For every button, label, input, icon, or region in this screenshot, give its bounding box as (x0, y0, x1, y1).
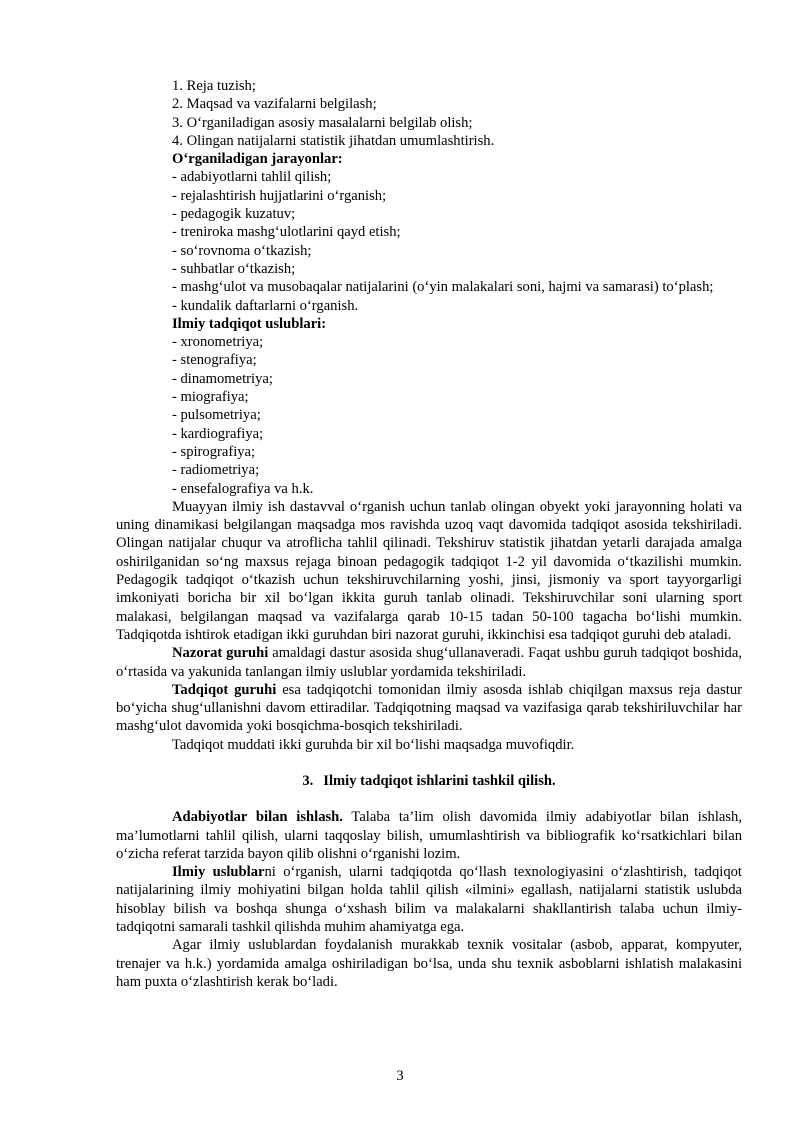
section-heading (116, 772, 742, 790)
literature-text: Talaba ta’lim olish davomida ilmiy adabiyotlar bilan ishlash, ma’lumotlarni tahlil qilish, ularni taqqoslay bilish, umumlashtirish va bibliografik ko‘rsatkichlari bilan o‘zicha referat tarzida bayon qilib olishni o‘rganishi lozim. (116, 809, 742, 862)
plan-step: 1. Reja tuzish; (172, 78, 256, 94)
plan-steps-list (116, 77, 742, 150)
methods-term: Ilmiy uslublar (172, 864, 265, 881)
processes-list (116, 168, 742, 314)
process-item: - suhbatlar o‘tkazish; (172, 260, 296, 277)
paragraph-technical-tools: Agar ilmiy uslublardan foydalanish murakkab texnik vositalar (asbob, apparat, kompyuter, trenajer va h.k.) yordamida amalga oshiriladigan bo‘lsa, unda shu texnik asboblarni ishlatish malakasini ham puxta o‘zlashtirish kerak bo‘ladi. (116, 937, 742, 990)
paragraph-study-design: Muayyan ilmiy ish dastavval o‘rganish uchun tanlab olingan obyekt yoki jarayonning holati va uning dinamikasi belgilangan maqsadga mos ravishda uzoq vaqt davomida tadqiqot asosida tekshiriladi. Olingan natijalar chuqur va atroflicha tahlil qilinadi. Tekshiruv statistik jihatdan yetarli darajada amalga oshirilganidan so‘ng maxsus rejaga binoan pedagogik tadqiqot 1-2 yil davomida o‘tkazilishi mumkin. Pedagogik tadqiqot o‘tkazish uchun tekshiruvchilarning yoshi, jinsi, jismoniy va sport tayyorgarligi imkoniyati boricha bir xil bo‘lgan ikkita guruh tanlab olinadi. Tekshiruvchilar soni ularning sport malakasi, belgilangan maqsad va vazifalarga qarab 10-15 tadan 50-100 tagacha bo‘lishi mumkin. Tadqiqotda ishtirok etadigan ikki guruhdan biri nazorat guruhi, ikkinchisi esa tadqiqot guruhi deb ataladi. (116, 498, 742, 643)
paragraph-methods (116, 863, 742, 936)
plan-step: 3. O‘rganiladigan asosiy masalalarni belgilab olish; (172, 114, 473, 131)
method-item: - pulsometriya; (172, 407, 261, 424)
process-item: - pedagogik kuzatuv; (172, 206, 296, 223)
method-item: - dinamometriya; (172, 370, 273, 387)
plan-step: 4. Olingan natijalarni statistik jihatdan umumlashtirish. (172, 132, 495, 149)
plan-step: 2. Maqsad va vazifalarni belgilash; (172, 96, 377, 113)
control-group-term: Nazorat guruhi (172, 645, 269, 662)
paragraph-research-group (116, 681, 742, 736)
process-item: - rejalashtirish hujjatlarini o‘rganish; (172, 187, 387, 204)
method-item: - stenografiya; (172, 352, 257, 369)
research-group-text: esa tadqiqotchi tomonidan ilmiy asosda ishlab chiqilgan maxsus reja dastur bo‘yicha shug‘ullanishni davom ettiradilar. Tadqiqotning maqsad va vazifasiga qarab tekshiriluvchilar har mashg‘ulot davomida yoki bosqichma-bosqich tekshiriladi. (116, 681, 742, 735)
method-item: - radiometriya; (172, 462, 260, 479)
paragraph-control-group (116, 644, 742, 681)
process-item: - mashg‘ulot va musobaqalar natijalarini (o‘yin malakalari soni, hajmi va samarasi) to‘plash; (172, 279, 714, 296)
paragraph-duration: Tadqiqot muddati ikki guruhda bir xil bo‘lishi maqsadga muvofiqdir. (172, 736, 575, 753)
research-group-term: Tadqiqot guruhi (172, 681, 277, 698)
method-item: - miografiya; (172, 389, 249, 406)
section-title: Ilmiy tadqiqot ishlarini tashkil qilish. (323, 772, 556, 789)
control-group-text: amaldagi dastur asosida shug‘ullanaveradi. Faqat ushbu guruh tadqiqot boshida, o‘rtasida va yakunida tanlangan ilmiy uslublar yordamida tekshiriladi. (116, 645, 742, 680)
methods-text: ni o‘rganish, ularni tadqiqotda qo‘llash texnologiyasini o‘zlashtirish, tadqiqot natijalarining ilmiy mohiyatini bilgan holda tahlil qilish «ilmini» egallash, natijalarni statistik uslubda hisoblay bilish va boshqa shunga o‘xshash bilim va malakalarni shakllantirish talaba uchun ilmiy-tadqiqotni samarali tashkil qilishda muhim ahamiyatga ega. (116, 864, 742, 936)
process-item: - so‘rovnoma o‘tkazish; (172, 242, 312, 259)
method-item: - spirografiya; (172, 443, 256, 460)
methods-heading: Ilmiy tadqiqot uslublari: (172, 315, 327, 332)
method-item: - kardiografiya; (172, 425, 264, 442)
process-item: - treniroka mashg‘ulotlarini qayd etish; (172, 224, 401, 241)
section-number: 3. (302, 772, 314, 789)
method-item: - ensefalografiya va h.k. (172, 480, 314, 497)
processes-heading: O‘rganiladigan jarayonlar: (172, 151, 343, 168)
page-number: 3 (396, 1068, 404, 1084)
methods-list (116, 333, 742, 498)
process-item: - adabiyotlarni tahlil qilish; (172, 169, 332, 186)
process-item: - kundalik daftarlarni o‘rganish. (172, 297, 359, 314)
literature-term: Adabiyotlar bilan ishlash. (172, 809, 343, 826)
page-content (116, 77, 742, 991)
method-item: - xronometriya; (172, 334, 264, 351)
paragraph-literature (116, 808, 742, 863)
